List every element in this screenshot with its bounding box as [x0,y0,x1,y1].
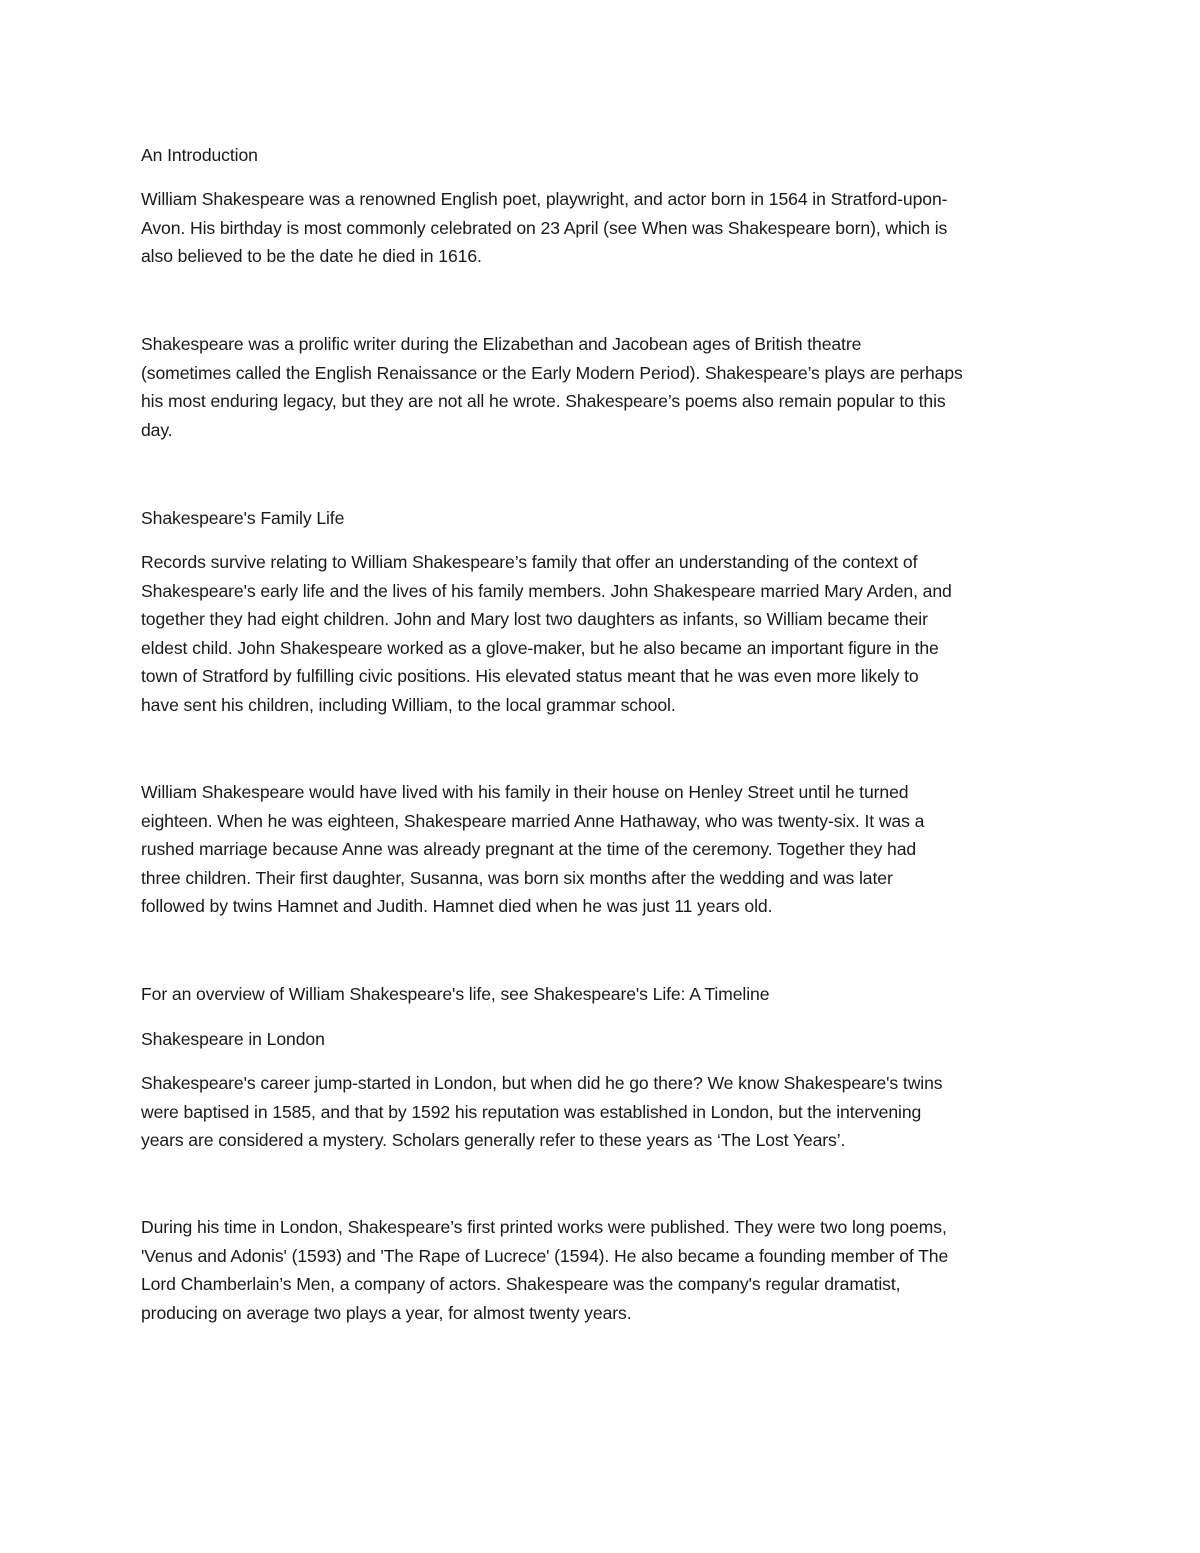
paragraph-intro-writer [141,330,1061,444]
text-line: eldest child. John Shakespeare worked as a glove-maker, but he also became an important figure in the [141,637,939,658]
paragraph-london-career [141,1069,1061,1155]
text-line: 'Venus and Adonis' (1593) and 'The Rape of Lucrece' (1594). He also became a founding member of The [141,1245,949,1266]
text-line: For an overview of William Shakespeare's life, see Shakespeare's Life: A Timeline [141,984,770,1004]
text-line: Lord Chamberlain’s Men, a company of actors. Shakespeare was the company's regular dramatist, [141,1274,901,1295]
text-line: were baptised in 1585, and that by 1592 his reputation was established in London, but the intervening [141,1101,922,1122]
text-line: followed by twins Hamnet and Judith. Hamnet died when he was just 11 years old. [141,896,773,917]
paragraph-intro-birth [141,185,1061,271]
text-line: William Shakespeare was a renowned English poet, playwright, and actor born in 1564 in Stratford-upon- [141,189,948,209]
text-line: Shakespeare's career jump-started in London, but when did he go there? We know Shakespeare's twins [141,1073,943,1093]
text-line: together they had eight children. John and Mary lost two daughters as infants, so William became their [141,609,928,630]
heading-family-life: Shakespeare's Family Life [141,508,345,528]
text-line: Records survive relating to William Shakespeare’s family that offer an understanding of the context of [141,552,918,572]
text-line: also believed to be the date he died in 1616. [141,246,482,267]
heading-introduction: An Introduction [141,145,258,165]
paragraph-family-records [141,548,1061,720]
paragraph-family-marriage [141,778,1061,921]
text-line: three children. Their first daughter, Susanna, was born six months after the wedding and was later [141,867,893,888]
text-line: his most enduring legacy, but they are not all he wrote. Shakespeare’s poems also remain popular to this [141,391,946,412]
text-line: Shakespeare was a prolific writer during the Elizabethan and Jacobean ages of British theatre [141,334,862,354]
heading-london: Shakespeare in London [141,1029,325,1049]
text-line: have sent his children, including William, to the local grammar school. [141,694,676,715]
text-line: eighteen. When he was eighteen, Shakespeare married Anne Hathaway, who was twenty-six. It was a [141,810,925,831]
text-line: Avon. His birthday is most commonly celebrated on 23 April (see When was Shakespeare born), which is [141,217,948,238]
text-line: producing on average two plays a year, for almost twenty years. [141,1302,632,1323]
paragraph-timeline-overview [141,980,1061,1009]
text-line: During his time in London, Shakespeare’s first printed works were published. They were two long poems, [141,1217,947,1237]
paragraph-london-works [141,1213,1061,1327]
text-line: rushed marriage because Anne was already pregnant at the time of the ceremony. Together they had [141,839,917,860]
text-line: William Shakespeare would have lived with his family in their house on Henley Street until he turned [141,782,909,802]
text-line: years are considered a mystery. Scholars generally refer to these years as ‘The Lost Years’. [141,1130,846,1151]
text-line: day. [141,419,173,440]
text-line: (sometimes called the English Renaissance or the Early Modern Period). Shakespeare’s plays are perhaps [141,362,963,383]
text-line: town of Stratford by fulfilling civic positions. His elevated status meant that he was even more likely to [141,666,919,687]
text-line: Shakespeare's early life and the lives of his family members. John Shakespeare married Mary Arden, and [141,580,952,601]
